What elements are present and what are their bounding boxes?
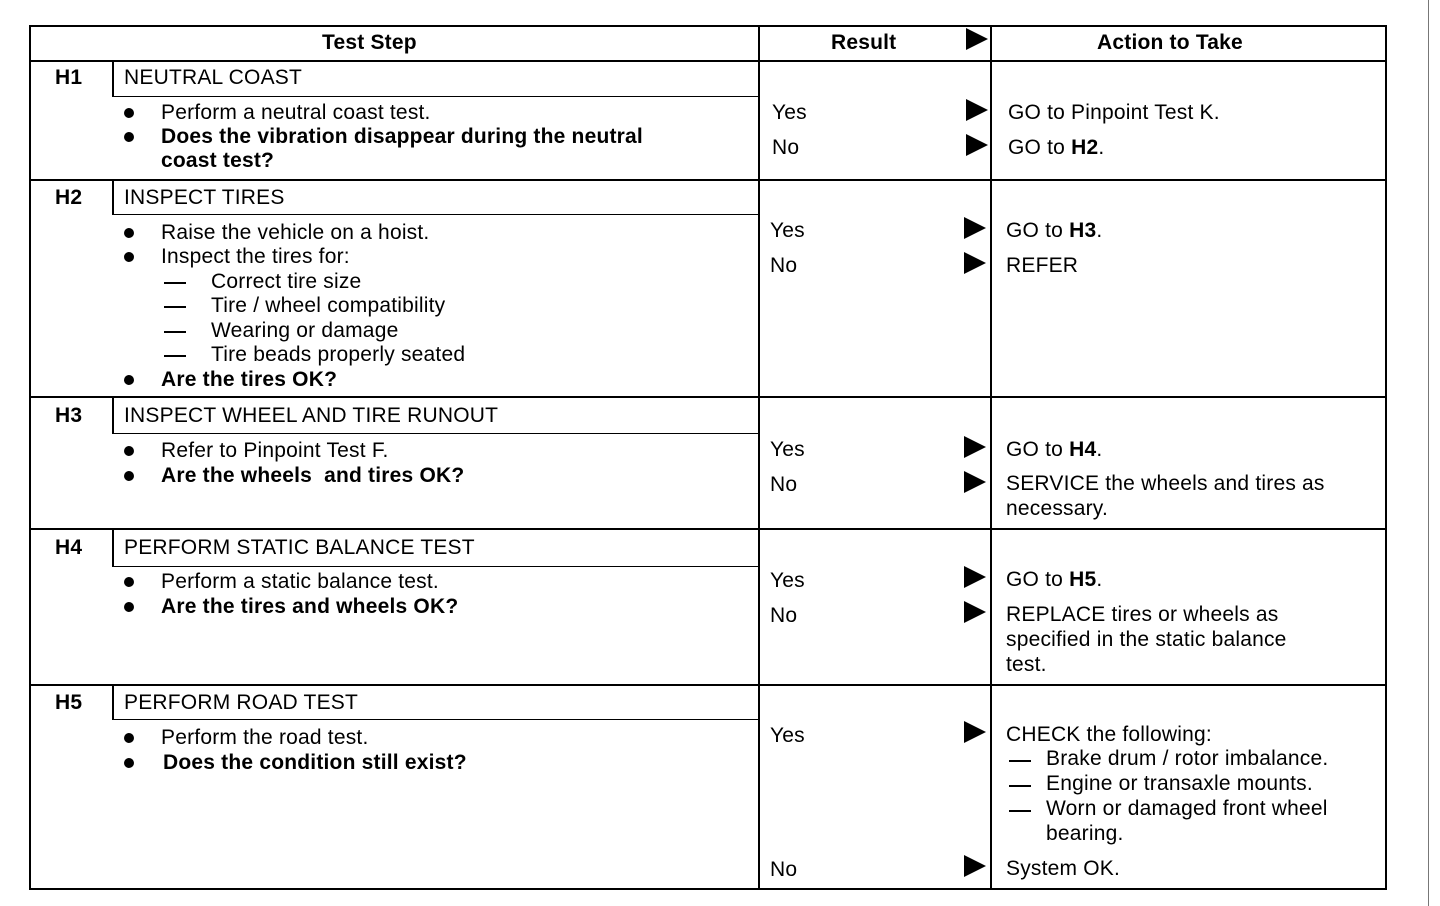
result-yes: Yes: [770, 438, 805, 461]
action-column-divider: [990, 25, 992, 890]
dash-icon: [164, 331, 186, 333]
arrow-icon: [964, 252, 986, 274]
arrow-icon: [964, 566, 986, 588]
action-yes-heading: CHECK the following:: [1006, 723, 1212, 746]
action-yes: GO to Pinpoint Test K.: [1008, 101, 1220, 124]
bullet-icon: [124, 471, 134, 481]
step-title: INSPECT TIRES: [124, 186, 285, 209]
result-yes: Yes: [772, 101, 807, 124]
result-no: No: [772, 136, 800, 159]
bullet-icon: [124, 375, 134, 385]
action-text: GO to: [1008, 136, 1066, 159]
action-yes: [1006, 438, 1102, 462]
result-yes: Yes: [770, 569, 805, 592]
step-reference: H3: [1069, 219, 1097, 242]
result-no: No: [770, 473, 798, 496]
action-check-item: Brake drum / rotor imbalance.: [1046, 747, 1329, 770]
bullet-icon: [124, 446, 134, 456]
header-result: Result: [831, 31, 897, 54]
sub-item: Tire beads properly seated: [211, 343, 466, 366]
step-reference: H2: [1071, 136, 1099, 159]
result-no: No: [770, 858, 798, 881]
table-top-border: [29, 25, 1387, 27]
instruction: Inspect the tires for:: [161, 245, 350, 268]
instruction: Perform a neutral coast test.: [161, 101, 431, 124]
dash-icon: [1009, 785, 1031, 787]
h4-title-divider: [112, 566, 759, 567]
result-yes: Yes: [770, 219, 805, 242]
step-title: INSPECT WHEEL AND TIRE RUNOUT: [124, 404, 499, 427]
action-no: System OK.: [1006, 857, 1121, 880]
dash-icon: [1009, 760, 1031, 762]
action-no-continued: test.: [1006, 653, 1047, 676]
step-id: H3: [55, 404, 83, 427]
step-title: NEUTRAL COAST: [124, 66, 303, 89]
h4-h5-divider: [29, 684, 1387, 686]
arrow-icon: [966, 99, 988, 121]
step-reference: H4: [1069, 438, 1097, 461]
instruction: Perform the road test.: [161, 726, 369, 749]
table-right-border: [1385, 25, 1387, 890]
question: Are the wheels and tires OK?: [161, 464, 465, 487]
dash-icon: [1009, 810, 1031, 812]
action-punct: .: [1098, 136, 1105, 159]
question: Are the tires OK?: [161, 368, 338, 391]
h3-title-divider: [112, 433, 759, 434]
bullet-icon: [124, 108, 134, 118]
arrow-icon: [964, 721, 986, 743]
bullet-icon: [124, 733, 134, 743]
bullet-icon: [124, 758, 134, 768]
arrow-icon: [964, 436, 986, 458]
result-no: No: [770, 604, 798, 627]
arrow-icon: [964, 217, 986, 239]
action-check-item-continued: bearing.: [1046, 822, 1124, 845]
question: Are the tires and wheels OK?: [161, 595, 459, 618]
arrow-icon: [964, 855, 986, 877]
sub-item: Correct tire size: [211, 270, 362, 293]
sub-item: Wearing or damage: [211, 319, 399, 342]
id-column-divider-h4: [112, 529, 114, 566]
result-yes: Yes: [770, 724, 805, 747]
instruction: Raise the vehicle on a hoist.: [161, 221, 430, 244]
header-arrow-icon: [966, 28, 988, 50]
action-no: REPLACE tires or wheels as: [1006, 603, 1279, 626]
action-yes: [1006, 219, 1102, 243]
action-text: GO to: [1006, 219, 1064, 242]
question: Does the vibration disappear during the neutral: [161, 125, 643, 148]
h2-title-divider: [112, 214, 759, 215]
bullet-icon: [124, 132, 134, 142]
h5-title-divider: [112, 719, 759, 720]
step-id: H1: [55, 66, 83, 89]
bullet-icon: [124, 228, 134, 238]
instruction: Perform a static balance test.: [161, 570, 439, 593]
header-test-step: Test Step: [322, 31, 417, 54]
action-punct: .: [1096, 568, 1103, 591]
step-id: H2: [55, 186, 83, 209]
header-action: Action to Take: [1097, 31, 1243, 54]
h2-h3-divider: [29, 396, 1387, 398]
table-bottom-border: [29, 888, 1387, 890]
bullet-icon: [124, 252, 134, 262]
scan-edge-mark: [1428, 0, 1429, 906]
bullet-icon: [124, 577, 134, 587]
action-no-continued: specified in the static balance: [1006, 628, 1287, 651]
dash-icon: [164, 306, 186, 308]
h1-h2-divider: [29, 179, 1387, 181]
header-divider: [29, 60, 1387, 62]
step-title: PERFORM ROAD TEST: [124, 691, 359, 714]
action-check-item: Engine or transaxle mounts.: [1046, 772, 1313, 795]
step-title: PERFORM STATIC BALANCE TEST: [124, 536, 475, 559]
action-text: GO to: [1006, 438, 1064, 461]
h3-h4-divider: [29, 528, 1387, 530]
instruction: Refer to Pinpoint Test F.: [161, 439, 389, 462]
step-id: H5: [55, 691, 83, 714]
dash-icon: [164, 355, 186, 357]
action-no: SERVICE the wheels and tires as: [1006, 472, 1325, 495]
id-column-divider-h1: [112, 60, 114, 96]
arrow-icon: [964, 601, 986, 623]
sub-item: Tire / wheel compatibility: [211, 294, 446, 317]
id-column-divider-h3: [112, 397, 114, 433]
question-continued: coast test?: [161, 149, 275, 172]
action-punct: .: [1096, 438, 1103, 461]
action-no: [1008, 136, 1104, 160]
action-check-item: Worn or damaged front wheel: [1046, 797, 1328, 820]
result-column-divider: [758, 25, 760, 890]
arrow-icon: [964, 471, 986, 493]
action-text: GO to: [1006, 568, 1064, 591]
question: Does the condition still exist?: [163, 751, 467, 774]
result-no: No: [770, 254, 798, 277]
action-yes: [1006, 568, 1102, 592]
dash-icon: [164, 282, 186, 284]
action-no: REFER: [1006, 254, 1079, 277]
arrow-icon: [966, 134, 988, 156]
id-column-divider-h2: [112, 179, 114, 214]
id-column-divider-h5: [112, 685, 114, 719]
action-no-continued: necessary.: [1006, 497, 1108, 520]
action-punct: .: [1096, 219, 1103, 242]
h1-title-divider: [112, 96, 759, 97]
step-reference: H5: [1069, 568, 1097, 591]
table-left-border: [29, 25, 31, 890]
bullet-icon: [124, 602, 134, 612]
step-id: H4: [55, 536, 83, 559]
